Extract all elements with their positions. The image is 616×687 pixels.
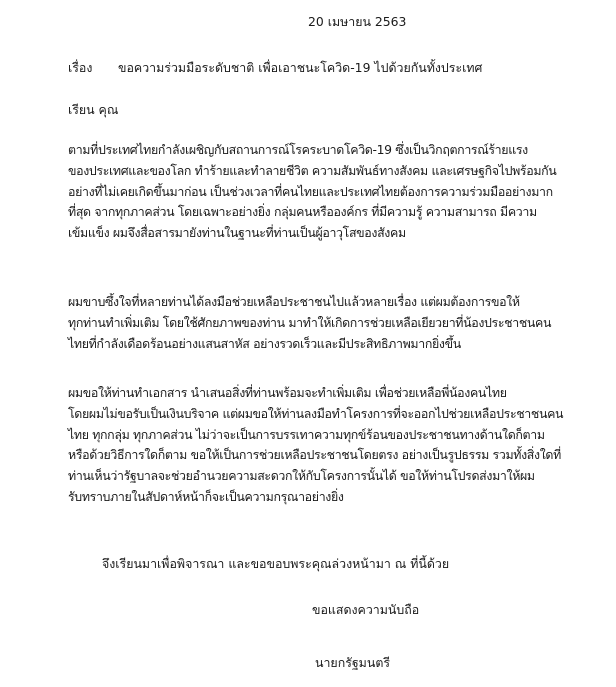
paragraph-1: [68, 140, 568, 244]
letter-date: 20 เมษายน 2563: [308, 14, 407, 29]
signer-title: นายกรัฐมนตรี: [315, 655, 391, 670]
paragraph-2: [68, 292, 568, 354]
paragraph-line: ของประเทศและของโลก ทำร้ายและทำลายชีวิต ความสัมพันธ์ทางสังคม และเศรษฐกิจไปพร้อมกัน: [68, 162, 557, 178]
paragraph-line: ทุกท่านทำเพิ่มเติม โดยใช้ศักยภาพของท่าน มาทำให้เกิดการช่วยเหลือเยียวยาที่น้องประชาชนคน: [68, 314, 552, 330]
closing-line: จึงเรียนมาเพื่อพิจารณา และขอขอบพระคุณล่วงหน้ามา ณ ที่นี้ด้วย: [102, 556, 450, 571]
letter-subject: [68, 58, 482, 79]
paragraph-line: ตามที่ประเทศไทยกำลังเผชิญกับสถานการณ์โรคระบาดโควิด-19 ซึ่งเป็นวิกฤตการณ์ร้ายแรง: [68, 142, 528, 157]
paragraph-line: โดยผมไม่ขอรับเป็นเงินบริจาค แต่ผมขอให้ท่านลงมือทำโครงการที่จะออกไปช่วยเหลือประชาชนคน: [68, 405, 564, 421]
subject-label: เรื่อง: [68, 60, 93, 75]
letter-salutation: เรียน คุณ: [68, 102, 119, 117]
paragraph-line: ที่สุด จากทุกภาคส่วน โดยเฉพาะอย่างยิ่ง กลุ่มคนหรือองค์กร ที่มีความรู้ ความสามารถ มีความ: [68, 204, 537, 220]
regards: ขอแสดงความนับถือ: [312, 602, 420, 617]
paragraph-line: ผมขาบซึ้งใจที่หลายท่านได้ลงมือช่วยเหลือประชาชนไปแล้วหลายเรื่อง แต่ผมต้องการขอให้: [68, 294, 520, 309]
paragraph-3: [68, 383, 568, 508]
paragraph-line: ท่านเห็นว่ารัฐบาลจะช่วยอำนวยความสะดวกให้กับโครงการนั้นได้ ขอให้ท่านโปรดส่งมาให้ผม: [68, 468, 535, 484]
paragraph-line: หรือด้วยวิธีการใดก็ตาม ขอให้เป็นการช่วยเหลือประชาชนโดยตรง อย่างเป็นรูปธรรม รวมทั้งสิ่งใดที่: [68, 447, 561, 463]
paragraph-line: ผมขอให้ท่านทำเอกสาร นำเสนอสิ่งที่ท่านพร้อมจะทำเพิ่มเติม เพื่อช่วยเหลือพี่น้องคนไทย: [68, 385, 507, 400]
paragraph-line: เข้มแข็ง ผมจึงสื่อสารมายังท่านในฐานะที่ท่านเป็นผู้อาวุโสของสังคม: [68, 225, 406, 241]
subject-text: ขอความร่วมมือระดับชาติ เพื่อเอาชนะโควิด-19 ไปด้วยกันทั้งประเทศ: [118, 60, 483, 75]
paragraph-line: รับทราบภายในสัปดาห์หน้าก็จะเป็นความกรุณาอย่างยิ่ง: [68, 488, 344, 504]
paragraph-line: อย่างที่ไม่เคยเกิดขึ้นมาก่อน เป็นช่วงเวลาที่คนไทยและประเทศไทยต้องการความร่วมมืออย่างมาก: [68, 183, 553, 199]
paragraph-line: ไทย ทุกกลุ่ม ทุกภาคส่วน ไม่ว่าจะเป็นการบรรเทาความทุกข์ร้อนของประชาชนทางด้านใดก็ตาม: [68, 426, 545, 442]
paragraph-line: ไทยที่กำลังเดือดร้อนอย่างแสนสาหัส อย่างรวดเร็วและมีประสิทธิภาพมากยิ่งขึ้น: [68, 335, 461, 351]
